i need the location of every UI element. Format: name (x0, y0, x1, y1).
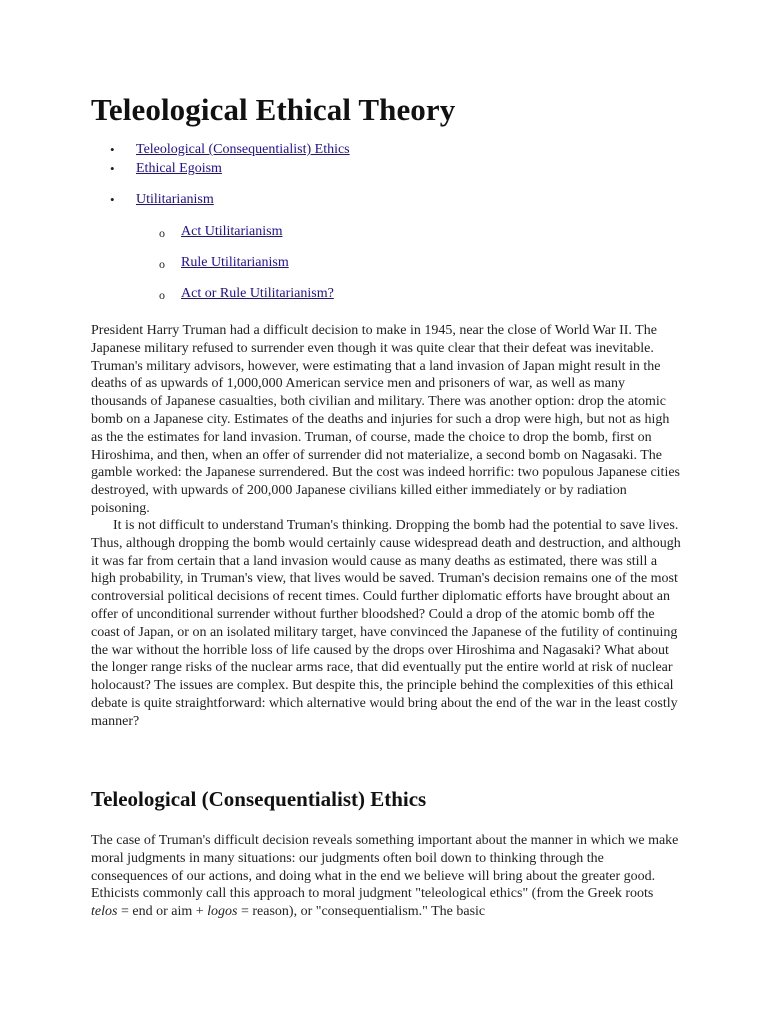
toc-item-teleological-ethics (136, 141, 350, 159)
para3-text-3: = reason), or "consequentialism." The basic (237, 904, 486, 920)
toc-link-teleological-ethics[interactable]: Teleological (Consequentialist) Ethics (136, 142, 350, 157)
paragraph-truman-decision: President Harry Truman had a difficult decision to make in 1945, near the close of World War II. The Japanese military refused to surrender even though it was quite clear that their defeat was inevitable. Truman's military advisors, however, were estimating that a land invasion of Japan might result in the deaths of as upwards of 1,000,000 American service men and prisoners of war, as well as many thousands of Japanese casualties, both civilian and military. There was another option: drop the atomic bomb on a Japanese city. Estimates of the deaths and injuries for such a drop were high, but not as high as the the estimates for land invasion. Truman, of course, made the choice to drop the bomb, first on Hiroshima, and then, when an offer of surrender did not materialize, a second bomb on Nagasaki. The gamble worked: the Japanese surrendered. But the cost was indeed horrific: two populous Japanese cities destroyed, with upwards of 200,000 Japanese civilians killed either immediately or by radiation poisoning. (91, 323, 680, 516)
paragraph-truman-thinking: It is not difficult to understand Truman's thinking. Dropping the bomb had the potential to save lives. Thus, although dropping the bomb would certainly cause widespread death and destruction, and although it was far from certain that a land invasion would cause as many deaths as estimated, there was still a high probability, in Truman's view, that lives would be saved. Truman's decision remains one of the most controversial political decisions of recent times. Could further diplomatic efforts have brought about an offer of unconditional surrender without further bloodshed? Could a drop of the atomic bomb off the coast of Japan, or on an isolated military target, have convinced the Japanese of the futility of continuing the war without the horrible loss of life caused by the drops over Hiroshima and Nagasaki? What about the longer range risks of the nuclear arms race, that did eventually put the entire world at risk of nuclear holocaust? The issues are complex. But despite this, the principle behind the complexities of this ethical debate is quite straightforward: which alternative would bring about the end of the war in the least costly manner? (91, 518, 681, 729)
toc-link-ethical-egoism[interactable]: Ethical Egoism (136, 161, 222, 176)
section-heading-teleological-ethics: Teleological (Consequentialist) Ethics (91, 787, 427, 811)
para3-text-2: = end or aim + (117, 904, 208, 920)
subtoc-link-act-utilitarianism[interactable]: Act Utilitarianism (181, 224, 283, 239)
para3-emphasis-logos: logos (207, 904, 238, 920)
para3-emphasis-telos: telos (91, 904, 118, 920)
subtoc-link-act-or-rule[interactable]: Act or Rule Utilitarianism? (181, 286, 334, 301)
toc-link-utilitarianism[interactable]: Utilitarianism (136, 192, 214, 207)
subtoc-item-act-utilitarianism (181, 223, 282, 241)
subtoc-item-rule-utilitarianism (181, 254, 289, 272)
toc-item-ethical-egoism (136, 160, 222, 178)
toc-item-utilitarianism (136, 191, 214, 209)
page-title: Teleological Ethical Theory (91, 92, 456, 127)
paragraph-teleological-intro (91, 832, 681, 921)
para3-text-1: The case of Truman's difficult decision reveals something important about the manner in which we make moral judgments in many situations: our judgments often boil down to thinking through the consequences of our actions, and doing what in the end we believe will bring about the greater good. Ethicists commonly call this approach to moral judgment "teleological ethics" (from the Greek roots (91, 833, 679, 902)
subtoc-link-rule-utilitarianism[interactable]: Rule Utilitarianism (181, 255, 289, 270)
subtoc-item-act-or-rule (181, 285, 334, 303)
